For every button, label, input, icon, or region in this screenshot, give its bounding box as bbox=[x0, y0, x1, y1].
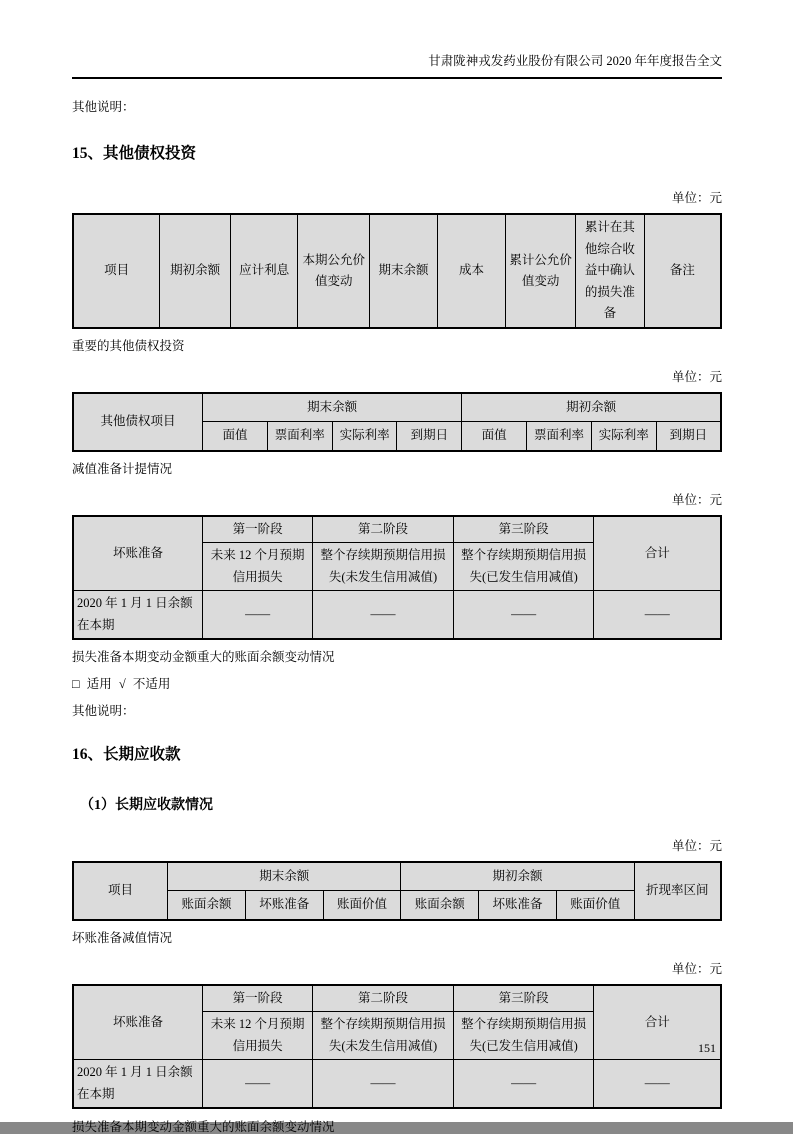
section-15-title: 15、其他债权投资 bbox=[72, 145, 197, 163]
table-header-cell: 整个存续期预期信用损失(已发生信用减值) bbox=[453, 543, 594, 591]
table-header-cell: 项目 bbox=[73, 214, 160, 328]
table-header-row bbox=[73, 214, 721, 328]
impairment-provision-label: 减值准备计提情况 bbox=[72, 461, 173, 476]
table-header-cell: 票面利率 bbox=[527, 422, 592, 451]
page-number: 151 bbox=[698, 1041, 716, 1055]
table-header-cell: 应计利息 bbox=[230, 214, 297, 328]
loss-change-note-label: 损失准备本期变动金额重大的账面余额变动情况 bbox=[72, 1120, 335, 1134]
other-notes-label: 其他说明： bbox=[72, 100, 135, 114]
value-cell: —— bbox=[453, 1060, 594, 1109]
value-cell: —— bbox=[453, 591, 594, 640]
table-header-cell: 面值 bbox=[462, 422, 527, 451]
table-header-cell: 坏账准备 bbox=[245, 891, 323, 920]
value-cell: —— bbox=[594, 1060, 721, 1109]
check-icon: √ bbox=[118, 676, 126, 691]
value-cell: —— bbox=[313, 591, 454, 640]
table-header-cell: 坏账准备 bbox=[73, 516, 203, 591]
table-header-cell: 坏账准备 bbox=[479, 891, 557, 920]
table-header-cell: 坏账准备 bbox=[73, 985, 203, 1060]
table-header-cell: 合计 bbox=[594, 516, 721, 591]
table-header-row bbox=[73, 393, 721, 422]
checkbox-unchecked-icon: □ bbox=[72, 676, 80, 691]
loss-change-note-label: 损失准备本期变动金额重大的账面余额变动情况 bbox=[72, 650, 335, 665]
table-header-cell: 合计 bbox=[594, 985, 721, 1060]
table-header-cell: 第二阶段 bbox=[313, 985, 454, 1012]
table-header-cell: 账面价值 bbox=[323, 891, 401, 920]
unit-label: 单位：元 bbox=[671, 838, 722, 853]
important-other-debt-label: 重要的其他债权投资 bbox=[72, 338, 185, 353]
table-header-cell: 第三阶段 bbox=[453, 985, 594, 1012]
bad-debt-impairment-label: 坏账准备减值情况 bbox=[72, 930, 173, 945]
table-header-cell: 面值 bbox=[203, 422, 268, 451]
applicable-label: 适用 bbox=[86, 676, 112, 691]
table-subheader-row bbox=[73, 891, 721, 920]
table-row bbox=[73, 1060, 721, 1109]
table-header-cell: 期末余额 bbox=[370, 214, 437, 328]
table-header-cell: 其他债权项目 bbox=[73, 393, 203, 451]
other-debt-items-table bbox=[72, 392, 722, 452]
table-header-cell: 折现率区间 bbox=[634, 862, 721, 920]
table-header-cell: 到期日 bbox=[397, 422, 462, 451]
applicability-line bbox=[72, 677, 722, 691]
table-header-cell: 第三阶段 bbox=[453, 516, 594, 543]
table-header-cell: 整个存续期预期信用损失(已发生信用减值) bbox=[453, 1012, 594, 1060]
table-header-cell: 账面价值 bbox=[556, 891, 634, 920]
bad-debt-stage-table-2 bbox=[72, 984, 722, 1110]
table-header-cell: 备注 bbox=[644, 214, 721, 328]
table-header-cell: 累计公允价值变动 bbox=[506, 214, 576, 328]
value-cell: —— bbox=[313, 1060, 454, 1109]
long-term-receivables-table bbox=[72, 861, 722, 921]
table-header-cell: 成本 bbox=[437, 214, 506, 328]
table-header-cell: 账面余额 bbox=[168, 891, 246, 920]
other-notes-label: 其他说明： bbox=[72, 704, 135, 719]
row-label-cell: 2020 年 1 月 1 日余额在本期 bbox=[73, 1060, 203, 1109]
table-header-cell: 期初余额 bbox=[401, 862, 634, 891]
section-16-sub1-title: （1）长期应收款情况 bbox=[80, 797, 213, 813]
table-header-cell: 实际利率 bbox=[591, 422, 656, 451]
table-header-row bbox=[73, 862, 721, 891]
table-header-row bbox=[73, 985, 721, 1012]
table-header-row bbox=[73, 516, 721, 543]
not-applicable-label: 不适用 bbox=[132, 676, 171, 691]
table-header-cell: 实际利率 bbox=[332, 422, 397, 451]
table-header-cell: 第一阶段 bbox=[203, 985, 313, 1012]
table-header-cell: 第一阶段 bbox=[203, 516, 313, 543]
value-cell: —— bbox=[594, 591, 721, 640]
table-header-cell: 账面余额 bbox=[401, 891, 479, 920]
table-header-cell: 本期公允价值变动 bbox=[298, 214, 370, 328]
table-header-cell: 未来 12 个月预期信用损失 bbox=[203, 543, 313, 591]
table-row bbox=[73, 591, 721, 640]
table-header-cell: 整个存续期预期信用损失(未发生信用减值) bbox=[313, 543, 454, 591]
unit-label: 单位：元 bbox=[671, 191, 722, 206]
bad-debt-stage-table-1 bbox=[72, 515, 722, 641]
unit-label: 单位：元 bbox=[671, 961, 722, 976]
table-header-cell: 项目 bbox=[73, 862, 168, 920]
other-debt-investments-table bbox=[72, 213, 722, 329]
table-header-cell: 到期日 bbox=[656, 422, 721, 451]
table-header-cell: 累计在其他综合收益中确认的损失准备 bbox=[576, 214, 645, 328]
row-label-cell: 2020 年 1 月 1 日余额在本期 bbox=[73, 591, 203, 640]
value-cell: —— bbox=[203, 591, 313, 640]
value-cell: —— bbox=[203, 1060, 313, 1109]
table-header-cell: 期末余额 bbox=[203, 393, 462, 422]
unit-label: 单位：元 bbox=[671, 492, 722, 507]
section-16-title: 16、长期应收款 bbox=[72, 745, 181, 763]
table-header-cell: 期初余额 bbox=[462, 393, 721, 422]
table-header-cell: 未来 12 个月预期信用损失 bbox=[203, 1012, 313, 1060]
table-header-cell: 第二阶段 bbox=[313, 516, 454, 543]
unit-label: 单位：元 bbox=[671, 369, 722, 384]
page-header-title: 甘肃陇神戎发药业股份有限公司 2020 年年度报告全文 bbox=[428, 54, 722, 68]
table-header-cell: 票面利率 bbox=[267, 422, 332, 451]
page-header bbox=[72, 0, 722, 79]
table-header-cell: 期末余额 bbox=[168, 862, 401, 891]
table-header-cell: 期初余额 bbox=[160, 214, 231, 328]
table-header-cell: 整个存续期预期信用损失(未发生信用减值) bbox=[313, 1012, 454, 1060]
